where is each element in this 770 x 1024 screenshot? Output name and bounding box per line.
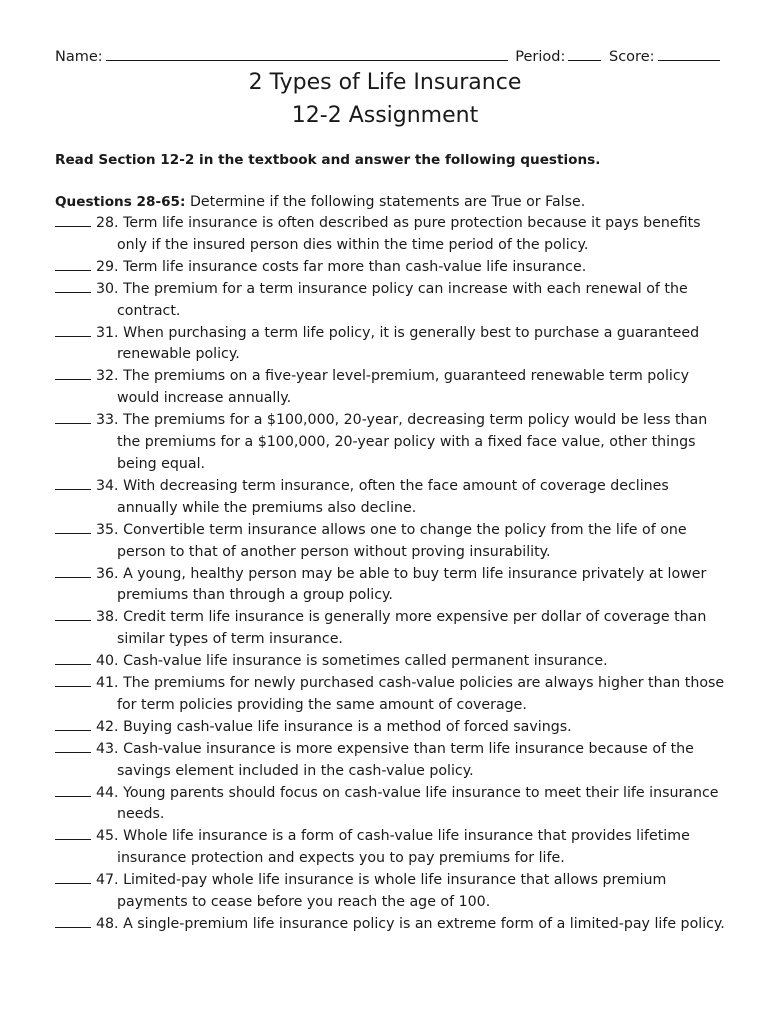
score-blank <box>658 46 720 61</box>
question-text: 33. The premiums for a $100,000, 20-year, decreasing term policy would be less than the premiums for a $100,000, 20-year policy with a fixed face value, other things being equal. <box>96 412 708 472</box>
question-item <box>55 279 725 323</box>
directions-label: Questions 28-65: <box>55 194 186 210</box>
question-text: 48. A single-premium life insurance policy is an extreme form of a limited-pay life policy. <box>96 916 725 932</box>
answer-blank <box>55 783 91 797</box>
question-text: 36. A young, healthy person may be able to buy term life insurance privately at lower premiums than through a group policy. <box>96 565 707 604</box>
answer-blank <box>55 607 91 621</box>
question-item <box>55 739 725 783</box>
question-item <box>55 213 725 257</box>
question-item <box>55 366 725 410</box>
answer-blank <box>55 914 91 928</box>
question-item <box>55 673 725 717</box>
question-text: 35. Convertible term insurance allows one to change the policy from the life of one person to that of another person without proving insurability. <box>96 521 687 560</box>
answer-blank <box>55 476 91 490</box>
question-item <box>55 410 725 476</box>
question-item <box>55 607 725 651</box>
question-directions <box>55 192 585 213</box>
question-text: 38. Credit term life insurance is generally more expensive per dollar of coverage than similar types of term insurance. <box>96 609 707 648</box>
period-label: Period: <box>515 49 566 65</box>
name-blank <box>106 46 508 61</box>
question-text: 41. The premiums for newly purchased cash-value policies are always higher than those for term policies providing the same amount of coverage. <box>96 675 725 713</box>
question-item <box>55 826 725 870</box>
student-info-line <box>55 46 715 67</box>
answer-blank <box>55 739 91 753</box>
answer-blank <box>55 870 91 884</box>
question-item <box>55 717 725 739</box>
answer-blank <box>55 366 91 380</box>
question-item <box>55 520 725 564</box>
question-text: 47. Limited-pay whole life insurance is whole life insurance that allows premium payments to cease before you reach the age of 100. <box>96 872 667 911</box>
question-item <box>55 870 725 914</box>
question-item <box>55 257 725 279</box>
question-text: 29. Term life insurance costs far more than cash-value life insurance. <box>96 258 587 275</box>
reading-instructions: Read Section 12-2 in the textbook and answer the following questions. <box>55 152 601 168</box>
question-item <box>55 783 725 827</box>
worksheet-title: 2 Types of Life Insurance <box>248 70 522 95</box>
question-text: 42. Buying cash-value life insurance is a method of forced savings. <box>96 718 572 735</box>
score-label: Score: <box>609 49 655 65</box>
name-label: Name: <box>55 49 103 65</box>
question-text: 34. With decreasing term insurance, often the face amount of coverage declines annually while the premiums also decline. <box>96 477 669 516</box>
answer-blank <box>55 673 91 687</box>
answer-blank <box>55 410 91 424</box>
question-text: 44. Young parents should focus on cash-value life insurance to meet their life insurance needs. <box>96 784 719 823</box>
question-item <box>55 323 725 367</box>
answer-blank <box>55 520 91 534</box>
worksheet-subtitle: 12-2 Assignment <box>291 103 479 128</box>
answer-blank <box>55 564 91 578</box>
question-list <box>55 213 725 936</box>
answer-blank <box>55 323 91 337</box>
answer-blank <box>55 257 91 271</box>
question-text: 31. When purchasing a term life policy, it is generally best to purchase a guaranteed renewable policy. <box>96 324 700 363</box>
question-text: 28. Term life insurance is often described as pure protection because it pays benefits only if the insured person dies within the time period of the policy. <box>96 215 701 253</box>
question-text: 43. Cash-value insurance is more expensive than term life insurance because of the savings element included in the cash-value policy. <box>96 740 694 779</box>
answer-blank <box>55 213 91 227</box>
question-item <box>55 564 725 608</box>
question-item <box>55 914 725 936</box>
answer-blank <box>55 651 91 665</box>
question-text: 40. Cash-value life insurance is sometimes called permanent insurance. <box>96 653 608 670</box>
question-item <box>55 476 725 520</box>
answer-blank <box>55 717 91 731</box>
answer-blank <box>55 826 91 840</box>
question-item <box>55 651 725 673</box>
answer-blank <box>55 279 91 293</box>
directions-text: Determine if the following statements are True or False. <box>189 194 586 210</box>
question-text: 30. The premium for a term insurance policy can increase with each renewal of the contract. <box>96 280 688 319</box>
question-text: 45. Whole life insurance is a form of cash-value life insurance that provides lifetime insurance protection and expects you to pay premiums for life. <box>96 828 690 867</box>
question-text: 32. The premiums on a five-year level-premium, guaranteed renewable term policy would increase annually. <box>96 368 690 407</box>
period-blank <box>568 46 601 61</box>
